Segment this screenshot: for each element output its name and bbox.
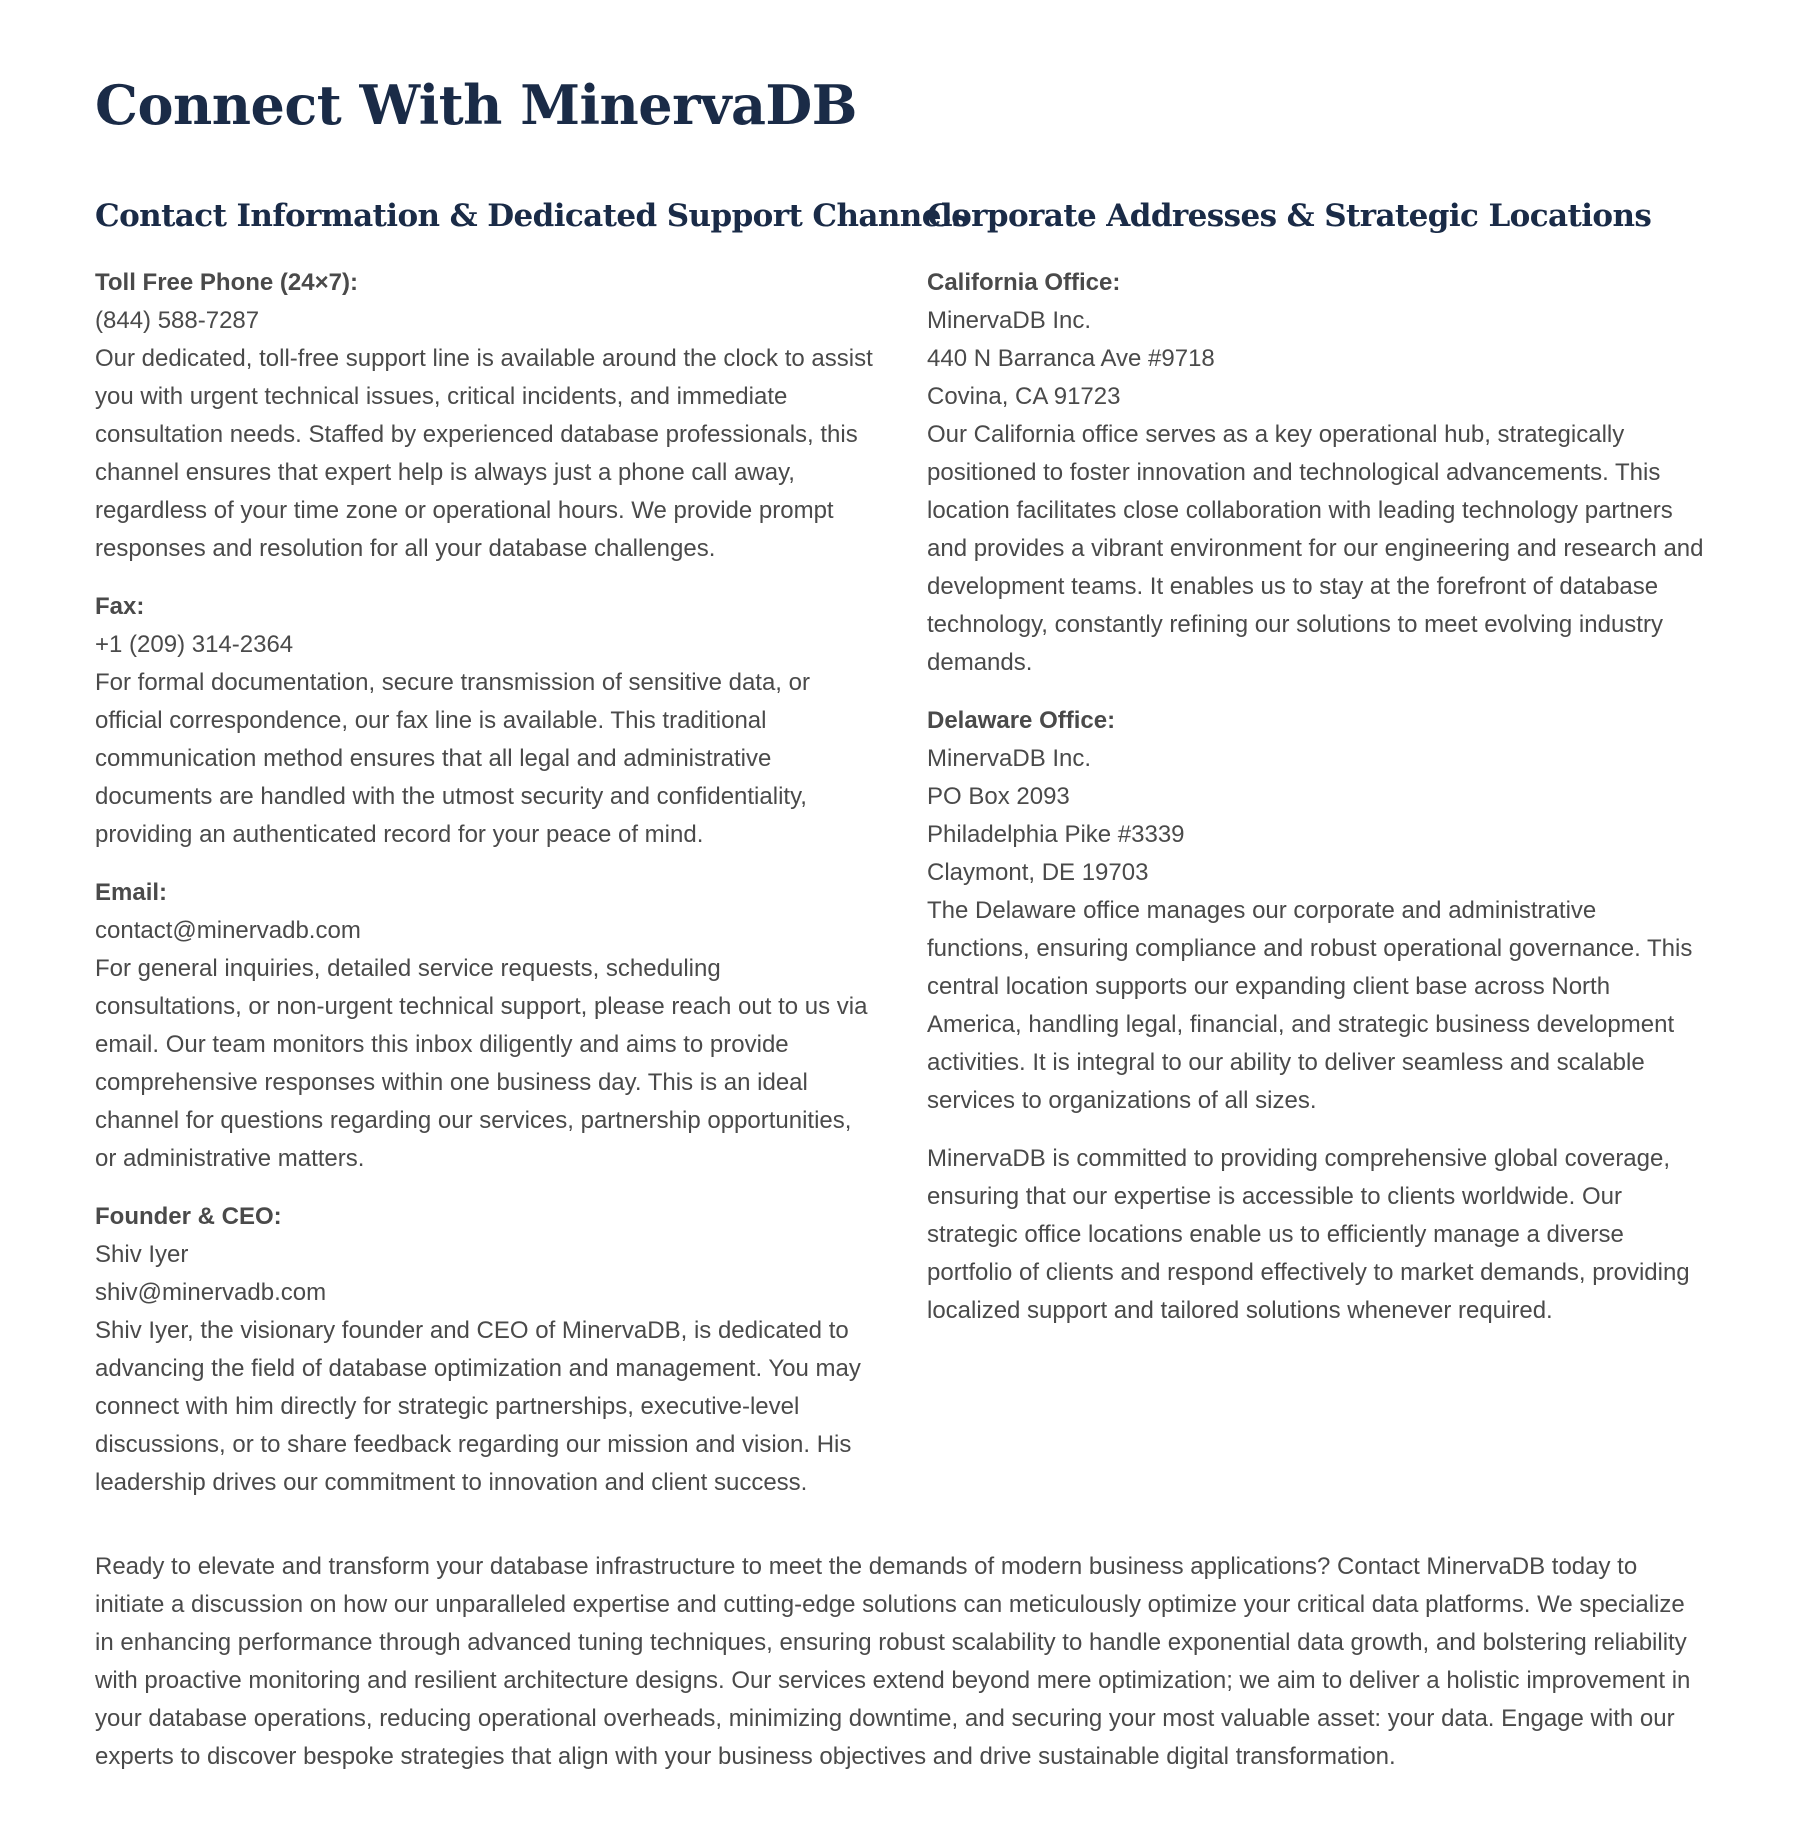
phone-description: Our dedicated, toll-free support line is available around the clock to assist you with urgent technical issues, critical incidents, and immediate consultation needs. Staffed by experienced database professionals, this channel ensures that expert help is always just a phone call away, regardless of your time zone or operational hours. We provide prompt responses and resolution for all your database challenges. <box>95 345 873 562</box>
california-office-block <box>927 264 1705 682</box>
california-office-label: California Office: <box>927 269 1121 296</box>
coverage-block <box>927 1140 1705 1330</box>
fax-label: Fax: <box>95 593 145 620</box>
address-line: 440 N Barranca Ave #9718 <box>927 345 1215 372</box>
document-page <box>95 60 1705 1522</box>
address-line: PO Box 2093 <box>927 783 1070 810</box>
founder-email[interactable]: shiv@minervadb.com <box>95 1279 327 1306</box>
address-line: MinervaDB Inc. <box>927 307 1092 334</box>
founder-block <box>95 1198 873 1502</box>
contact-column <box>95 194 969 1522</box>
address-line: Covina, CA 91723 <box>927 383 1121 410</box>
phone-block <box>95 264 873 568</box>
locations-heading: Corporate Addresses & Strategic Locations <box>927 198 1652 234</box>
california-office-description: Our California office serves as a key operational hub, strategically positioned to foster innovation and technological advancements. This location facilitates close collaboration with leading technology partners and provides a vibrant environment for our engineering and research and development teams. It enables us to stay at the forefront of database technology, constantly refining our solutions to meet evolving industry demands. <box>927 421 1704 676</box>
address-line: MinervaDB Inc. <box>927 745 1092 772</box>
email-block <box>95 874 873 1178</box>
founder-name: Shiv Iyer <box>95 1241 189 1268</box>
delaware-office-description: The Delaware office manages our corporate and administrative functions, ensuring compliance and robust operational governance. This central location supports our expanding client base across North America, handling legal, financial, and strategic business development activities. It is integral to our ability to deliver seamless and scalable services to organizations of all sizes. <box>927 897 1693 1114</box>
fax-number: +1 (209) 314-2364 <box>95 631 294 658</box>
phone-number[interactable]: (844) 588-7287 <box>95 307 260 334</box>
page-title: Connect With MinervaDB <box>95 73 857 137</box>
fax-block <box>95 588 873 854</box>
email-label: Email: <box>95 879 168 906</box>
founder-description: Shiv Iyer, the visionary founder and CEO of MinervaDB, is dedicated to advancing the field of database optimization and management. You may connect with him directly for strategic partnerships, executive-level discussions, or to share feedback regarding our mission and vision. His leadership drives our commitment to innovation and client success. <box>95 1317 861 1496</box>
delaware-office-label: Delaware Office: <box>927 707 1116 734</box>
closing-paragraph: Ready to elevate and transform your database infrastructure to meet the demands of modern business applications? Contact MinervaDB today to initiate a discussion on how our unparalleled expertise and cutting-edge solutions can meticulously optimize your critical data platforms. We specialize in enhancing performance through advanced tuning techniques, ensuring robust scalability to handle exponential data growth, and bolstering reliability with proactive monitoring and resilient architecture designs. Our services extend beyond mere optimization; we aim to deliver a holistic improvement in your database operations, reducing operational overheads, minimizing downtime, and securing your most valuable asset: your data. Engage with our experts to discover bespoke strategies that align with your business objectives and drive sustainable digital transformation. <box>95 1553 1691 1770</box>
founder-label: Founder & CEO: <box>95 1203 282 1230</box>
address-line: Philadelphia Pike #3339 <box>927 821 1185 848</box>
coverage-description: MinervaDB is committed to providing comprehensive global coverage, ensuring that our expertise is accessible to clients worldwide. Our strategic office locations enable us to efficiently manage a diverse portfolio of clients and respond effectively to market demands, providing localized support and tailored solutions whenever required. <box>927 1145 1690 1324</box>
phone-label: Toll Free Phone (24×7): <box>95 269 358 296</box>
email-address[interactable]: contact@minervadb.com <box>95 917 361 944</box>
delaware-office-block <box>927 702 1705 1120</box>
two-column-section <box>95 194 1705 1522</box>
locations-column <box>927 194 1705 1522</box>
email-description: For general inquiries, detailed service requests, scheduling consultations, or non-urgent technical support, please reach out to us via email. Our team monitors this inbox diligently and aims to provide comprehensive responses within one business day. This is an ideal channel for questions regarding our services, partnership opportunities, or administrative matters. <box>95 955 868 1172</box>
address-line: Claymont, DE 19703 <box>927 859 1149 886</box>
contact-heading: Contact Information & Dedicated Support Channels <box>95 198 969 234</box>
fax-description: For formal documentation, secure transmission of sensitive data, or official correspondence, our fax line is available. This traditional communication method ensures that all legal and administrative documents are handled with the utmost security and confidentiality, providing an authenticated record for your peace of mind. <box>95 669 810 848</box>
